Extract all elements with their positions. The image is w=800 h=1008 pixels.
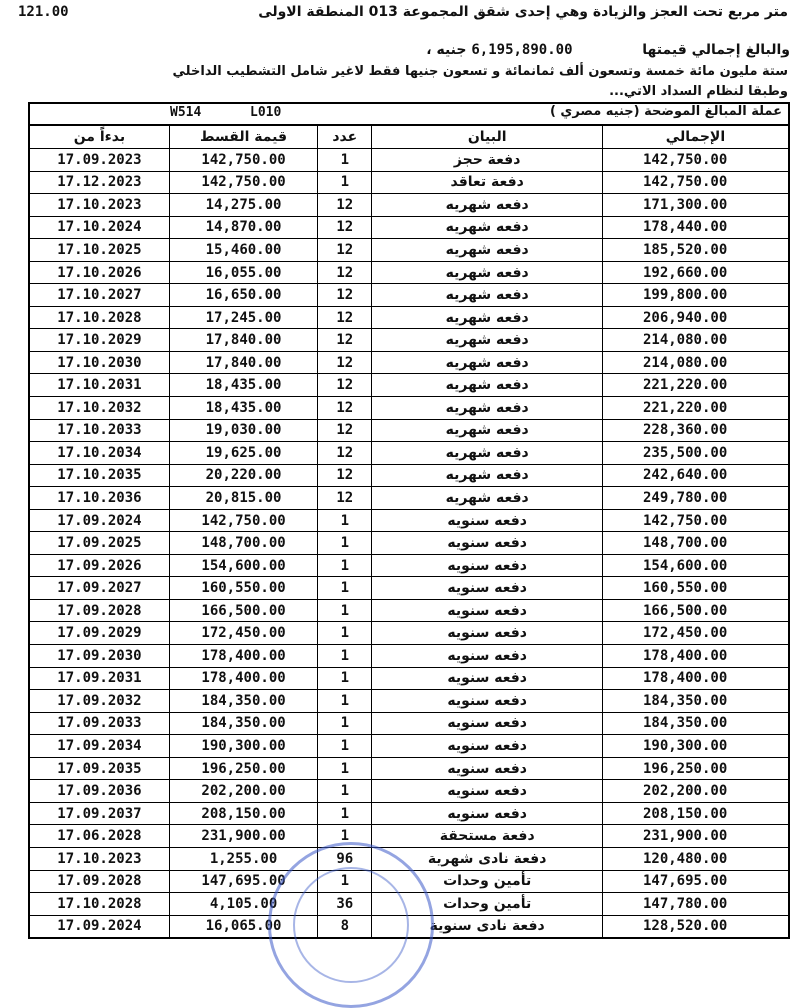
table-row xyxy=(29,329,789,352)
currency-title: عملة المبالغ الموضحة (جنيه مصري ) xyxy=(549,104,782,119)
cell-installment: 19,625.00 xyxy=(169,442,317,465)
cell-date: 17.10.2028 xyxy=(29,306,169,329)
table-row xyxy=(29,532,789,555)
cell-count: 1 xyxy=(318,149,372,172)
cell-total: 231,900.00 xyxy=(602,825,789,848)
cell-date: 17.09.2032 xyxy=(29,690,169,713)
cell-count: 1 xyxy=(318,622,372,645)
cell-count: 12 xyxy=(318,261,372,284)
cell-count: 12 xyxy=(318,442,372,465)
cell-description: تأمين وحدات xyxy=(372,870,603,893)
cell-count: 96 xyxy=(318,847,372,870)
cell-date: 17.09.2030 xyxy=(29,645,169,668)
cell-description: دفعه سنويه xyxy=(372,712,603,735)
cell-installment: 16,065.00 xyxy=(169,915,317,938)
cell-date: 17.10.2025 xyxy=(29,239,169,262)
cell-installment: 142,750.00 xyxy=(169,171,317,194)
cell-total: 196,250.00 xyxy=(602,757,789,780)
table-row xyxy=(29,667,789,690)
cell-installment: 1,255.00 xyxy=(169,847,317,870)
table-row xyxy=(29,599,789,622)
cell-count: 12 xyxy=(318,397,372,420)
header-line-area xyxy=(18,4,788,20)
cell-description: دفعه شهريه xyxy=(372,442,603,465)
cell-description: دفعة نادى شهرية xyxy=(372,847,603,870)
column-header-date: بدءاً من xyxy=(29,126,169,149)
cell-date: 17.10.2026 xyxy=(29,261,169,284)
cell-installment: 160,550.00 xyxy=(169,577,317,600)
cell-description: دفعه شهريه xyxy=(372,261,603,284)
cell-total: 171,300.00 xyxy=(602,194,789,217)
total-label: والبالغ إجمالي قيمتها xyxy=(642,42,790,58)
cell-count: 1 xyxy=(318,599,372,622)
cell-description: دفعة نادى سنوية xyxy=(372,915,603,938)
cell-description: دفعه شهريه xyxy=(372,397,603,420)
table-row xyxy=(29,915,789,938)
cell-count: 12 xyxy=(318,419,372,442)
cell-count: 12 xyxy=(318,284,372,307)
cell-date: 17.10.2036 xyxy=(29,487,169,510)
cell-count: 36 xyxy=(318,893,372,916)
cell-count: 1 xyxy=(318,780,372,803)
cell-date: 17.10.2034 xyxy=(29,442,169,465)
cell-date: 17.10.2033 xyxy=(29,419,169,442)
cell-date: 17.09.2027 xyxy=(29,577,169,600)
cell-count: 1 xyxy=(318,532,372,555)
cell-description: دفعه سنويه xyxy=(372,735,603,758)
cell-total: 208,150.00 xyxy=(602,802,789,825)
cell-installment: 142,750.00 xyxy=(169,149,317,172)
table-row xyxy=(29,374,789,397)
table-row xyxy=(29,397,789,420)
cell-total: 214,080.00 xyxy=(602,329,789,352)
header-area-value: 121.00 xyxy=(18,4,69,20)
cell-total: 147,780.00 xyxy=(602,893,789,916)
cell-installment: 184,350.00 xyxy=(169,712,317,735)
cell-installment: 17,245.00 xyxy=(169,306,317,329)
payment-table xyxy=(28,125,790,939)
total-amount: 6,195,890.00 xyxy=(471,42,573,58)
cell-description: دفعه سنويه xyxy=(372,577,603,600)
cell-date: 17.10.2031 xyxy=(29,374,169,397)
table-row xyxy=(29,284,789,307)
cell-description: دفعه شهريه xyxy=(372,419,603,442)
cell-date: 17.10.2028 xyxy=(29,893,169,916)
cell-total: 142,750.00 xyxy=(602,509,789,532)
cell-date: 17.09.2031 xyxy=(29,667,169,690)
cell-date: 17.09.2034 xyxy=(29,735,169,758)
cell-description: دفعه شهريه xyxy=(372,351,603,374)
cell-count: 12 xyxy=(318,374,372,397)
cell-description: دفعه سنويه xyxy=(372,802,603,825)
cell-date: 17.09.2037 xyxy=(29,802,169,825)
header-amount-in-words: ستة مليون مائة خمسة وتسعون ألف ثمانمائة و تسعون جنيها فقط لاغير شامل التشطيب الداخلي xyxy=(172,64,788,79)
cell-total: 142,750.00 xyxy=(602,149,789,172)
table-row xyxy=(29,442,789,465)
cell-count: 1 xyxy=(318,712,372,735)
cell-total: 249,780.00 xyxy=(602,487,789,510)
cell-date: 17.10.2029 xyxy=(29,329,169,352)
cell-description: دفعه شهريه xyxy=(372,329,603,352)
cell-date: 17.09.2028 xyxy=(29,870,169,893)
cell-description: دفعه سنويه xyxy=(372,645,603,668)
cell-date: 17.10.2032 xyxy=(29,397,169,420)
table-row xyxy=(29,306,789,329)
cell-installment: 20,220.00 xyxy=(169,464,317,487)
cell-count: 1 xyxy=(318,825,372,848)
cell-description: دفعه سنويه xyxy=(372,622,603,645)
cell-total: 242,640.00 xyxy=(602,464,789,487)
table-row xyxy=(29,239,789,262)
cell-installment: 154,600.00 xyxy=(169,554,317,577)
cell-total: 199,800.00 xyxy=(602,284,789,307)
cell-installment: 172,450.00 xyxy=(169,622,317,645)
cell-total: 172,450.00 xyxy=(602,622,789,645)
cell-count: 12 xyxy=(318,487,372,510)
table-row xyxy=(29,757,789,780)
table-row xyxy=(29,149,789,172)
cell-installment: 18,435.00 xyxy=(169,397,317,420)
table-row xyxy=(29,622,789,645)
cell-total: 178,400.00 xyxy=(602,645,789,668)
table-row xyxy=(29,487,789,510)
cell-description: دفعه شهريه xyxy=(372,194,603,217)
cell-count: 1 xyxy=(318,667,372,690)
cell-count: 12 xyxy=(318,239,372,262)
table-row xyxy=(29,690,789,713)
cell-total: 148,700.00 xyxy=(602,532,789,555)
table-row xyxy=(29,802,789,825)
cell-installment: 202,200.00 xyxy=(169,780,317,803)
cell-description: دفعه سنويه xyxy=(372,757,603,780)
cell-date: 17.09.2025 xyxy=(29,532,169,555)
cell-total: 235,500.00 xyxy=(602,442,789,465)
cell-installment: 4,105.00 xyxy=(169,893,317,916)
table-row xyxy=(29,780,789,803)
cell-total: 160,550.00 xyxy=(602,577,789,600)
cell-count: 1 xyxy=(318,171,372,194)
cell-count: 1 xyxy=(318,690,372,713)
cell-installment: 148,700.00 xyxy=(169,532,317,555)
cell-total: 221,220.00 xyxy=(602,397,789,420)
total-currency: جنيه ، xyxy=(426,42,467,58)
table-row xyxy=(29,216,789,239)
cell-installment: 17,840.00 xyxy=(169,351,317,374)
table-row xyxy=(29,261,789,284)
cell-installment: 184,350.00 xyxy=(169,690,317,713)
cell-description: دفعة حجز xyxy=(372,149,603,172)
cell-installment: 18,435.00 xyxy=(169,374,317,397)
cell-total: 206,940.00 xyxy=(602,306,789,329)
cell-date: 17.09.2026 xyxy=(29,554,169,577)
cell-total: 154,600.00 xyxy=(602,554,789,577)
cell-description: دفعه شهريه xyxy=(372,487,603,510)
cell-description: دفعه سنويه xyxy=(372,667,603,690)
cell-total: 202,200.00 xyxy=(602,780,789,803)
cell-date: 17.10.2027 xyxy=(29,284,169,307)
table-row xyxy=(29,712,789,735)
cell-total: 185,520.00 xyxy=(602,239,789,262)
column-header-count: عدد xyxy=(318,126,372,149)
cell-date: 17.09.2024 xyxy=(29,915,169,938)
table-row xyxy=(29,893,789,916)
cell-count: 8 xyxy=(318,915,372,938)
table-row xyxy=(29,509,789,532)
cell-total: 142,750.00 xyxy=(602,171,789,194)
unit-code-a: W514 xyxy=(170,105,202,120)
cell-date: 17.09.2036 xyxy=(29,780,169,803)
cell-count: 12 xyxy=(318,329,372,352)
cell-total: 184,350.00 xyxy=(602,712,789,735)
table-row xyxy=(29,847,789,870)
cell-installment: 15,460.00 xyxy=(169,239,317,262)
unit-code-b: L010 xyxy=(250,105,282,120)
cell-date: 17.10.2023 xyxy=(29,194,169,217)
table-row xyxy=(29,351,789,374)
cell-installment: 14,870.00 xyxy=(169,216,317,239)
cell-date: 17.12.2023 xyxy=(29,171,169,194)
cell-total: 120,480.00 xyxy=(602,847,789,870)
header-description: متر مربع تحت العجز والزيادة وهي إحدى شقق المجموعة 013 المنطقة الاولى xyxy=(258,4,788,20)
cell-description: تأمين وحدات xyxy=(372,893,603,916)
cell-date: 17.09.2033 xyxy=(29,712,169,735)
cell-count: 12 xyxy=(318,194,372,217)
cell-installment: 16,055.00 xyxy=(169,261,317,284)
cell-installment: 208,150.00 xyxy=(169,802,317,825)
cell-date: 17.10.2030 xyxy=(29,351,169,374)
cell-total: 178,400.00 xyxy=(602,667,789,690)
cell-description: دفعة مستحقة xyxy=(372,825,603,848)
cell-count: 12 xyxy=(318,216,372,239)
cell-count: 1 xyxy=(318,509,372,532)
cell-date: 17.09.2024 xyxy=(29,509,169,532)
cell-description: دفعه سنويه xyxy=(372,780,603,803)
table-row xyxy=(29,870,789,893)
cell-description: دفعه شهريه xyxy=(372,239,603,262)
cell-total: 166,500.00 xyxy=(602,599,789,622)
cell-count: 12 xyxy=(318,306,372,329)
cell-total: 147,695.00 xyxy=(602,870,789,893)
cell-installment: 190,300.00 xyxy=(169,735,317,758)
cell-date: 17.10.2035 xyxy=(29,464,169,487)
cell-description: دفعه شهريه xyxy=(372,464,603,487)
cell-installment: 16,650.00 xyxy=(169,284,317,307)
cell-installment: 14,275.00 xyxy=(169,194,317,217)
cell-date: 17.06.2028 xyxy=(29,825,169,848)
cell-total: 184,350.00 xyxy=(602,690,789,713)
cell-description: دفعه شهريه xyxy=(372,216,603,239)
table-row xyxy=(29,194,789,217)
header-payment-system: وطبقا لنظام السداد الاتي... xyxy=(609,84,788,99)
cell-installment: 178,400.00 xyxy=(169,667,317,690)
cell-installment: 147,695.00 xyxy=(169,870,317,893)
cell-installment: 20,815.00 xyxy=(169,487,317,510)
cell-count: 1 xyxy=(318,802,372,825)
column-header-description: البيان xyxy=(372,126,603,149)
cell-count: 1 xyxy=(318,735,372,758)
table-row xyxy=(29,171,789,194)
cell-installment: 166,500.00 xyxy=(169,599,317,622)
cell-date: 17.09.2035 xyxy=(29,757,169,780)
cell-installment: 19,030.00 xyxy=(169,419,317,442)
cell-total: 178,440.00 xyxy=(602,216,789,239)
cell-date: 17.10.2024 xyxy=(29,216,169,239)
cell-count: 1 xyxy=(318,554,372,577)
table-row xyxy=(29,825,789,848)
cell-description: دفعه سنويه xyxy=(372,599,603,622)
cell-date: 17.09.2029 xyxy=(29,622,169,645)
table-row xyxy=(29,554,789,577)
table-header-row xyxy=(29,126,789,149)
cell-installment: 231,900.00 xyxy=(169,825,317,848)
cell-installment: 17,840.00 xyxy=(169,329,317,352)
cell-description: دفعه شهريه xyxy=(372,306,603,329)
cell-description: دفعه سنويه xyxy=(372,554,603,577)
table-row xyxy=(29,735,789,758)
cell-count: 1 xyxy=(318,870,372,893)
header-line-total xyxy=(10,42,790,58)
cell-count: 12 xyxy=(318,351,372,374)
cell-total: 228,360.00 xyxy=(602,419,789,442)
table-row xyxy=(29,577,789,600)
payment-schedule xyxy=(28,102,790,939)
table-row xyxy=(29,464,789,487)
cell-installment: 196,250.00 xyxy=(169,757,317,780)
column-header-installment: قيمة القسط xyxy=(169,126,317,149)
cell-description: دفعه سنويه xyxy=(372,532,603,555)
cell-description: دفعه شهريه xyxy=(372,374,603,397)
cell-count: 1 xyxy=(318,577,372,600)
cell-installment: 142,750.00 xyxy=(169,509,317,532)
table-row xyxy=(29,419,789,442)
cell-count: 1 xyxy=(318,645,372,668)
cell-total: 192,660.00 xyxy=(602,261,789,284)
cell-description: دفعة تعاقد xyxy=(372,171,603,194)
cell-total: 214,080.00 xyxy=(602,351,789,374)
cell-description: دفعه سنويه xyxy=(372,690,603,713)
cell-total: 128,520.00 xyxy=(602,915,789,938)
cell-date: 17.09.2028 xyxy=(29,599,169,622)
cell-date: 17.10.2023 xyxy=(29,847,169,870)
cell-date: 17.09.2023 xyxy=(29,149,169,172)
cell-description: دفعه سنويه xyxy=(372,509,603,532)
cell-total: 190,300.00 xyxy=(602,735,789,758)
cell-total: 221,220.00 xyxy=(602,374,789,397)
cell-count: 12 xyxy=(318,464,372,487)
cell-count: 1 xyxy=(318,757,372,780)
cell-installment: 178,400.00 xyxy=(169,645,317,668)
table-row xyxy=(29,645,789,668)
table-title-row xyxy=(28,102,790,125)
column-header-total: الإجمالي xyxy=(602,126,789,149)
cell-description: دفعه شهريه xyxy=(372,284,603,307)
